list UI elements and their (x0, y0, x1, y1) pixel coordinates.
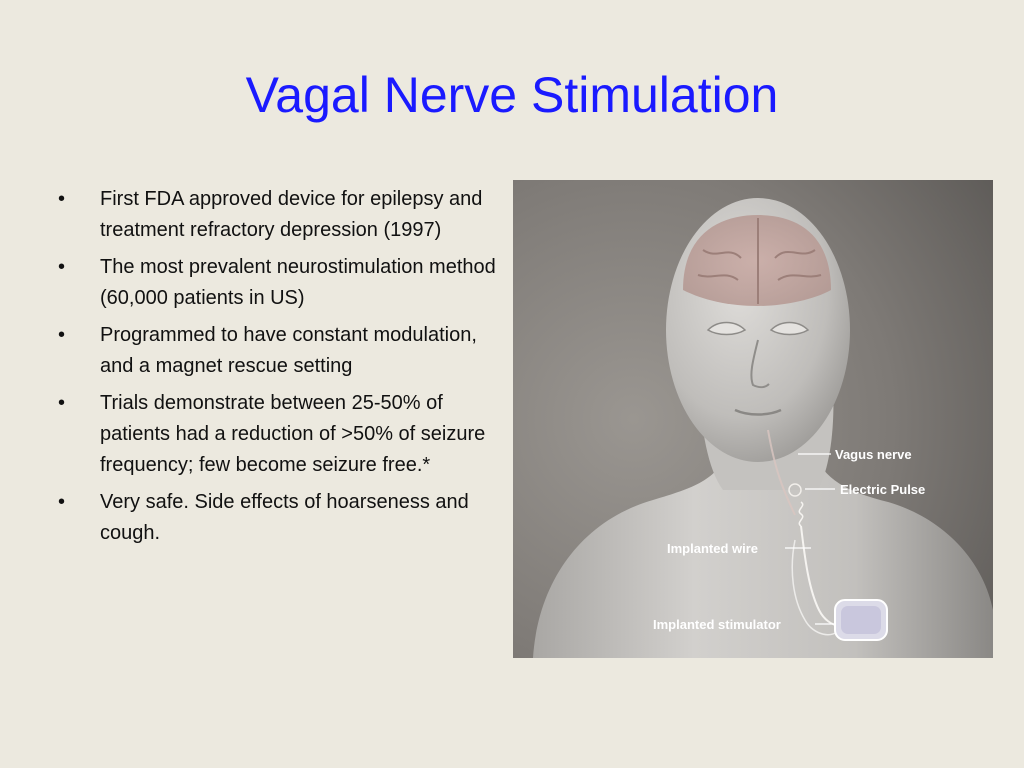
bullet-list (58, 184, 498, 555)
bullet-text: First FDA approved device for epilepsy and treatment refractory depression (1997) (100, 188, 483, 241)
bullet-dot-icon: • (58, 256, 66, 278)
bullet-dot-icon: • (58, 324, 66, 346)
label-vagus-nerve: Vagus nerve (835, 447, 912, 462)
vns-illustration (513, 180, 993, 658)
bullet-item (58, 184, 498, 246)
bullet-dot-icon: • (58, 392, 66, 414)
label-implanted-stimulator: Implanted stimulator (653, 617, 781, 632)
bullet-text: The most prevalent neurostimulation method (60,000 patients in US) (100, 256, 496, 309)
bullet-item (58, 388, 498, 481)
slide-title: Vagal Nerve Stimulation (245, 67, 779, 123)
bullet-item (58, 320, 498, 382)
bullet-text: Trials demonstrate between 25-50% of patients had a reduction of >50% of seizure frequency; few become seizure free.* (100, 392, 486, 476)
stimulator-face (841, 606, 881, 634)
label-electric-pulse: Electric Pulse (840, 482, 926, 497)
bullet-text: Very safe. Side effects of hoarseness and cough. (100, 491, 469, 544)
bullet-dot-icon: • (58, 491, 66, 513)
bullet-item (58, 252, 498, 314)
bullet-text: Programmed to have constant modulation, and a magnet rescue setting (100, 324, 477, 377)
label-implanted-wire: Implanted wire (667, 541, 759, 556)
bullet-dot-icon: • (58, 188, 66, 210)
bullet-item (58, 487, 498, 549)
vns-illustration-svg (513, 180, 993, 658)
